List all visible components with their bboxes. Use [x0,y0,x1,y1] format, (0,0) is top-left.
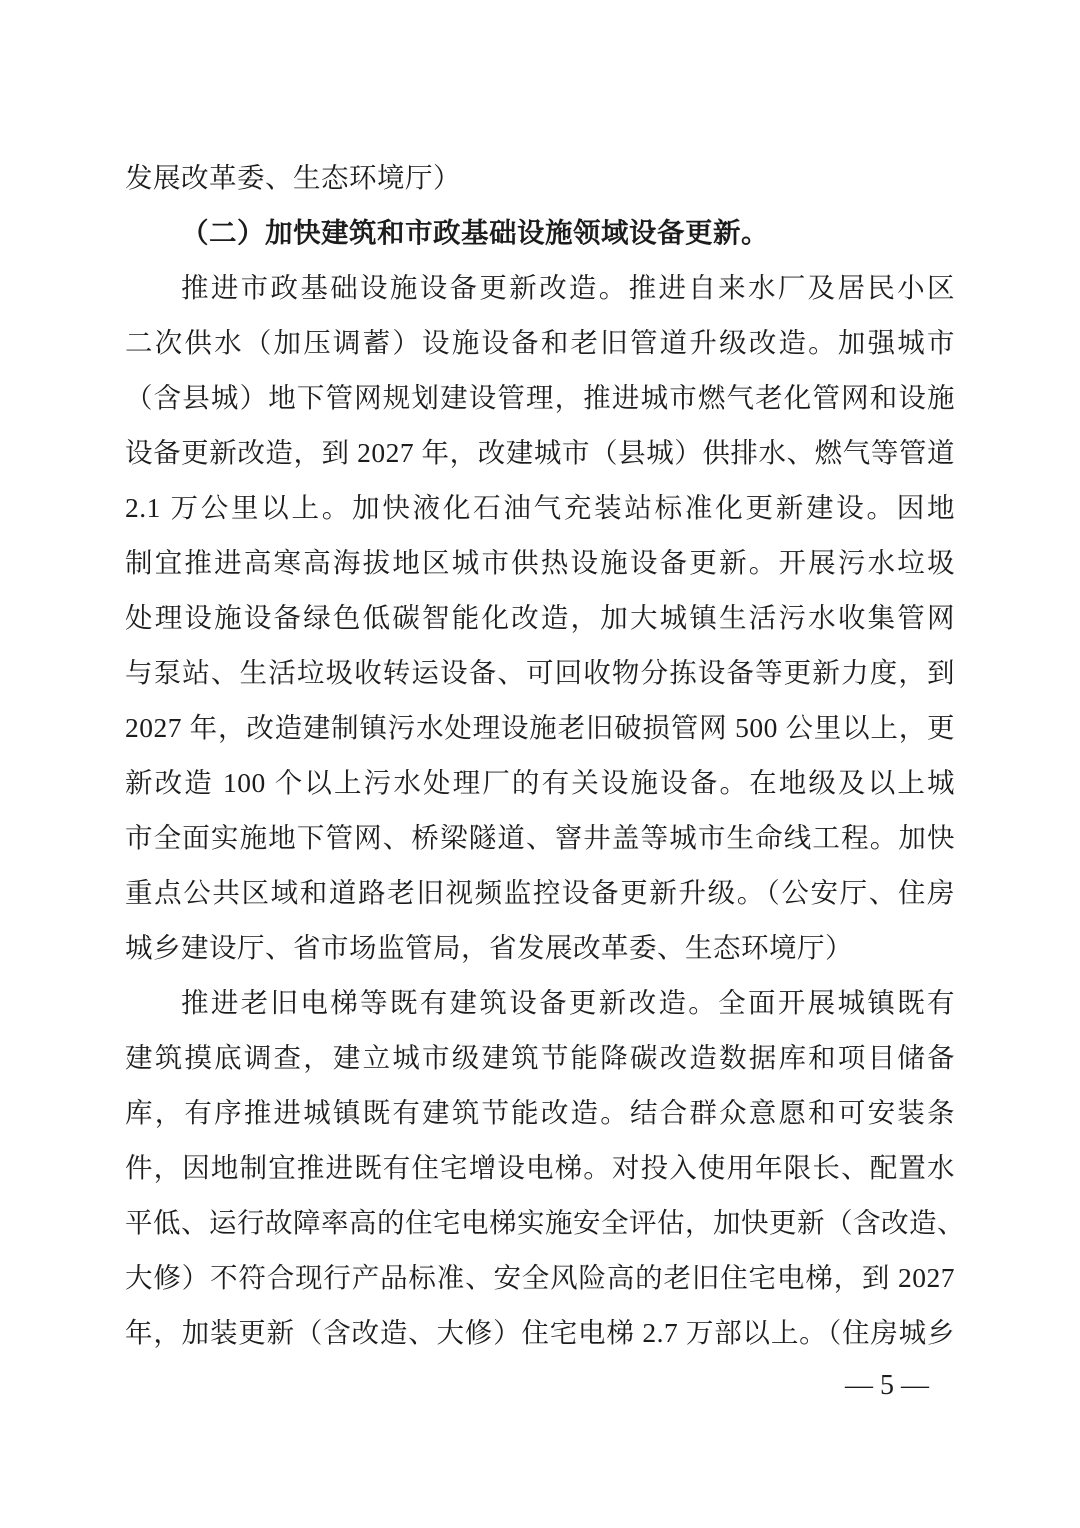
text-line: 与泵站、生活垃圾收转运设备、可回收物分拣设备等更新力度，到 [125,657,955,688]
text-line: 年，加装更新（含改造、大修）住宅电梯 2.7 万部以上。（住房城乡 [125,1317,955,1348]
text-line: 市全面实施地下管网、桥梁隧道、窨井盖等城市生命线工程。加快 [125,822,955,853]
text-line: 建筑摸底调查，建立城市级建筑节能降碳改造数据库和项目储备 [125,1042,955,1073]
text-line: 制宜推进高寒高海拔地区城市供热设施设备更新。开展污水垃圾 [125,547,955,578]
text-line: 新改造 100 个以上污水处理厂的有关设施设备。在地级及以上城 [125,767,955,798]
text-line: 2027 年，改造建制镇污水处理设施老旧破损管网 500 公里以上，更 [125,712,955,743]
text-line: 城乡建设厅、省市场监管局，省发展改革委、生态环境厅） [125,932,853,963]
text-line: 二次供水（加压调蓄）设施设备和老旧管道升级改造。加强城市 [125,327,955,358]
text-line: （含县城）地下管网规划建设管理，推进城市燃气老化管网和设施 [125,382,955,413]
text-line: 库，有序推进城镇既有建筑节能改造。结合群众意愿和可安装条 [125,1097,955,1128]
text-line: 推进老旧电梯等既有建筑设备更新改造。全面开展城镇既有 [181,987,955,1018]
text-line: 2.1 万公里以上。加快液化石油气充装站标准化更新建设。因地 [125,492,955,523]
text-line: 重点公共区域和道路老旧视频监控设备更新升级。（公安厅、住房 [125,877,955,908]
text-line: 发展改革委、生态环境厅） [125,162,461,193]
page-number: — 5 — [845,1370,929,1401]
section-heading: （二）加快建筑和市政基础设施领域设备更新。 [181,217,769,248]
text-line: 大修）不符合现行产品标准、安全风险高的老旧住宅电梯，到 2027 [125,1262,955,1293]
text-line: 件，因地制宜推进既有住宅增设电梯。对投入使用年限长、配置水 [125,1152,955,1183]
text-line: 推进市政基础设施设备更新改造。推进自来水厂及居民小区 [181,272,955,303]
text-line: 处理设施设备绿色低碳智能化改造，加大城镇生活污水收集管网 [125,602,955,633]
text-line: 设备更新改造，到 2027 年，改建城市（县城）供排水、燃气等管道 [125,437,955,468]
text-block [125,150,965,1360]
text-line: 平低、运行故障率高的住宅电梯实施安全评估，加快更新（含改造、 [125,1207,965,1238]
